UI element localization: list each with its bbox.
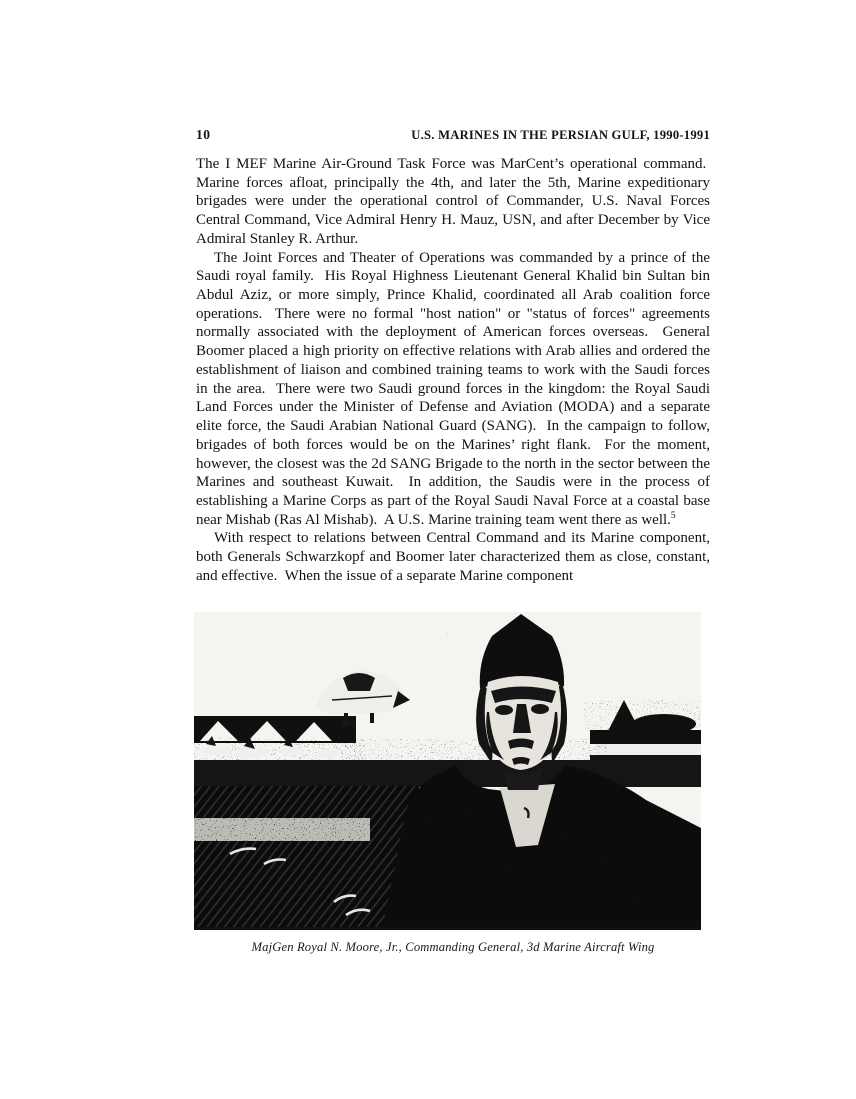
photograph — [194, 612, 701, 930]
page-number: 10 — [196, 127, 211, 142]
body-paragraphs — [196, 155, 710, 586]
running-title: U.S. MARINES IN THE PERSIAN GULF, 1990-1991 — [411, 128, 710, 142]
photo-canvas — [194, 612, 701, 930]
photo-caption: MajGen Royal N. Moore, Jr., Commanding General, 3d Marine Aircraft Wing — [251, 940, 655, 954]
paragraph: With respect to relations between Central Command and its Marine component, both Generals Schwarzkopf and Boomer later characterized them as close, constant, and effective. When the issue of a separate Marine component — [196, 530, 710, 584]
photo-grain — [194, 612, 701, 930]
page-header — [196, 127, 710, 143]
paragraph: The I MEF Marine Air-Ground Task Force was MarCent’s operational command. Marine forces afloat, principally the 4th, and later the 5th, Marine expeditionary brigades were under the operational control of Commander, U.S. Naval Forces Central Command, Vice Admiral Henry H. Mauz, USN, and after December by Vice Admiral Stanley R. Arthur. — [196, 156, 710, 247]
footnote-marker: 5 — [670, 510, 676, 521]
paragraph: The Joint Forces and Theater of Operations was commanded by a prince of the Saudi royal family. His Royal Highness Lieutenant General Khalid bin Sultan bin Abdul Aziz, or more simply, Prince Khalid, coordinated all Arab coalition force operations. There were no formal "host nation" or "status of forces" agreements normally associated with the deployment of American forces overseas. General Boomer placed a high priority on effective relations with Arab allies and ordered the establishment of liaison and combined training teams to work with the Saudi forces in the area. There were two Saudi ground forces in the kingdom: the Royal Saudi Land Forces under the Minister of Defense and Aviation (MODA) and a separate elite force, the Saudi Arabian National Guard (SANG). In the campaign to follow, brigades of both forces would be on the Marines’ right flank. For the moment, however, the closest was the 2d SANG Brigade to the north in the sector between the Marines and southeast Kuwait. In addition, the Saudis were in the process of establishing a Marine Corps as part of the Royal Saudi Naval Force at a coastal base near Mishab (Ras Al Mishab). A U.S. Marine training team went there as well.$^5$ — [196, 249, 710, 528]
aircraft-number: 504 — [342, 719, 356, 728]
